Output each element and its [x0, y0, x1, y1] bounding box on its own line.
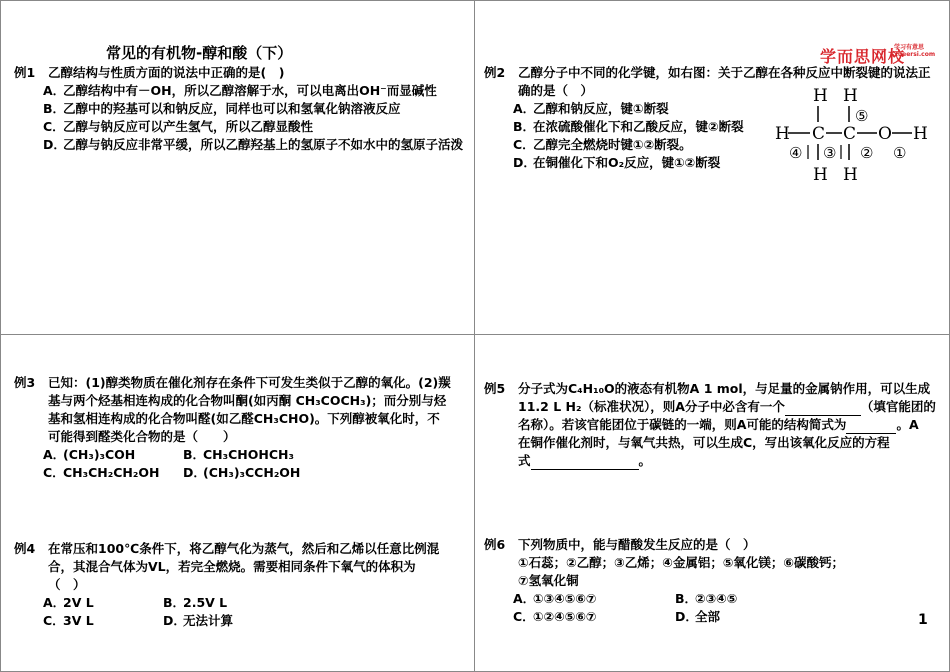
option-d: [43, 136, 464, 154]
atom-h-top-2: H: [843, 86, 858, 106]
bond-label-5: ⑤: [855, 107, 869, 125]
example-label: 例1: [14, 65, 36, 80]
item-list: ①石蕊；②乙醇；③乙烯；④金属铝；⑤氧化镁；⑥碳酸钙；: [518, 555, 845, 570]
question-stem: 可能得到醛类化合物的是（ ）: [48, 429, 236, 444]
question-stem: [518, 398, 939, 416]
option-text: 乙醇结构中有－OH，所以乙醇溶解于水，可以电离出OH⁻而显碱性: [63, 83, 437, 98]
option-a: [43, 594, 163, 612]
option-c: [513, 608, 675, 626]
example-label: 例5: [484, 381, 506, 396]
option-text: (CH₃)₃COH: [63, 447, 136, 462]
atom-h-bottom-1: H: [813, 165, 828, 185]
option-a: [513, 590, 675, 608]
option-c: [43, 118, 464, 136]
option-key: B．: [163, 595, 186, 610]
options-row: [43, 612, 464, 630]
question-stem: 在常压和100℃条件下，将乙醇气化为蒸气，然后和乙烯以任意比例混: [48, 541, 440, 556]
option-d: [183, 464, 300, 482]
bond-label-3: ③: [823, 144, 837, 162]
page-title: 常见的有机物-醇和酸（下）: [106, 44, 293, 62]
option-key: C．: [43, 465, 65, 480]
option-b: [163, 594, 227, 612]
options-row: [43, 464, 464, 482]
option-key: B．: [513, 119, 536, 134]
option-c: [43, 612, 163, 630]
option-text: 无法计算: [183, 613, 234, 628]
example-1: [14, 64, 464, 154]
example-label: 例2: [484, 65, 506, 80]
atom-c2: C: [843, 124, 857, 144]
ethanol-structure-diagram: [775, 86, 935, 186]
page-number: 1: [918, 612, 928, 628]
option-text: 2.5V L: [183, 595, 228, 610]
example-4: [14, 540, 464, 630]
brand-url: xueersi.com: [894, 51, 936, 58]
stem-text: 式: [518, 453, 531, 468]
option-d: [163, 612, 233, 630]
option-key: D．: [43, 137, 66, 152]
options-row: [43, 594, 464, 612]
example-6: [484, 536, 934, 626]
option-a: [43, 82, 464, 100]
question-stem: （ ）: [48, 577, 86, 592]
option-b: [43, 100, 464, 118]
option-text: 乙醇与钠反应非常平缓，所以乙醇羟基上的氢原子不如水中的氢原子活泼: [63, 137, 464, 152]
question-stem: 在铜作催化剂时，与氧气共热，可以生成C，写出该氧化反应的方程: [518, 435, 890, 450]
option-key: D．: [675, 609, 698, 624]
atom-h-bottom-2: H: [843, 165, 858, 185]
option-key: D．: [183, 465, 206, 480]
atom-h-top-1: H: [813, 86, 828, 106]
option-b: [675, 590, 737, 608]
option-key: C．: [43, 119, 65, 134]
horizontal-divider: [0, 334, 950, 335]
example-label: 例3: [14, 375, 36, 390]
answer-blank[interactable]: [531, 456, 639, 470]
option-text: 在浓硫酸催化下和乙酸反应，键②断裂: [533, 119, 744, 134]
example-5: [484, 380, 939, 470]
option-key: C．: [513, 137, 535, 152]
bond-label-1: ①: [893, 144, 907, 162]
question-stem: [518, 416, 939, 434]
option-text: 乙醇完全燃烧时键①②断裂。: [533, 137, 692, 152]
brand-subtitle: [894, 44, 935, 58]
stem-text: 名称）。若该官能团位于碳链的一端，则A可能的结构简式为: [518, 417, 847, 432]
atom-o: O: [878, 124, 892, 144]
answer-blank[interactable]: [785, 402, 861, 416]
option-key: A．: [43, 83, 66, 98]
example-3: [14, 374, 464, 482]
option-key: B．: [183, 447, 206, 462]
stem-text: 11.2 L H₂（标准状况），则A分子中必含有一个: [518, 399, 785, 414]
option-a: [43, 446, 183, 464]
option-text: CH₃CH₂CH₂OH: [63, 465, 160, 480]
question-stem: 基与两个烃基相连构成的化合物叫酮(如丙酮 CH₃COCH₃)；而分别与烃: [48, 393, 447, 408]
option-key: C．: [43, 613, 65, 628]
example-label: 例6: [484, 537, 506, 552]
stem-text: （填官能团的: [860, 399, 936, 414]
option-d: [675, 608, 720, 626]
option-key: D．: [513, 155, 536, 170]
option-text: 在铜催化下和O₂反应，键①②断裂: [533, 155, 721, 170]
option-text: 乙醇与钠反应可以产生氢气，所以乙醇显酸性: [63, 119, 314, 134]
option-key: A．: [43, 447, 66, 462]
question-stem: 基和氢相连构成的化合物叫醛(如乙醛CH₃CHO)。下列醇被氧化时，不: [48, 411, 440, 426]
options-row: [513, 590, 934, 608]
options-row: [43, 446, 464, 464]
options-row: [513, 608, 934, 626]
option-text: 2V L: [63, 595, 94, 610]
vertical-divider: [474, 0, 475, 672]
option-key: B．: [43, 101, 66, 116]
question-stem: 乙醇分子中不同的化学键，如右图：关于乙醇在各种反应中断裂键的说法正确的是（ ）: [518, 65, 931, 98]
question-stem: 下列物质中，能与醋酸发生反应的是（ ）: [518, 537, 756, 552]
question-stem: 已知：(1)醇类物质在催化剂存在条件下可发生类似于乙醇的氧化。(2)羰: [48, 375, 451, 390]
stem-text: 。: [638, 453, 652, 468]
option-text: ①③④⑤⑥⑦: [533, 591, 597, 606]
atom-h-right: H: [913, 124, 928, 144]
option-text: ②③④⑤: [695, 591, 738, 606]
option-text: (CH₃)₃CCH₂OH: [203, 465, 301, 480]
brand-name: 学而思网校: [820, 47, 906, 66]
option-key: A．: [43, 595, 66, 610]
bond-label-4: ④: [789, 144, 803, 162]
option-text: 乙醇中的羟基可以和钠反应，同样也可以和氢氧化钠溶液反应: [63, 101, 401, 116]
option-b: [183, 446, 294, 464]
option-key: C．: [513, 609, 535, 624]
question-stem: [518, 452, 939, 470]
option-c: [43, 464, 183, 482]
item-list: ⑦氢氧化铜: [518, 573, 579, 588]
atom-c1: C: [812, 124, 826, 144]
option-text: 3V L: [63, 613, 94, 628]
brand-slogan: 学习有意思: [894, 44, 925, 51]
atom-h-left: H: [775, 124, 790, 144]
option-text: ①②④⑤⑥⑦: [533, 609, 597, 624]
option-key: A．: [513, 101, 536, 116]
question-stem: 分子式为C₄H₁₀O的液态有机物A 1 mol，与足量的金属钠作用，可以生成: [518, 381, 931, 396]
stem-text: 。A: [896, 417, 919, 432]
option-text: 乙醇和钠反应，键①断裂: [533, 101, 669, 116]
bond-label-2: ②: [860, 144, 874, 162]
option-key: B．: [675, 591, 698, 606]
question-stem: 乙醇结构与性质方面的说法中正确的是( ): [48, 65, 285, 80]
answer-blank[interactable]: [846, 420, 896, 434]
question-stem: 合，其混合气体为VL，若完全燃烧。需要相同条件下氧气的体积为: [48, 559, 416, 574]
option-key: D．: [163, 613, 186, 628]
option-text: 全部: [695, 609, 721, 624]
example-label: 例4: [14, 541, 36, 556]
option-key: A．: [513, 591, 536, 606]
option-text: CH₃CHOHCH₃: [203, 447, 294, 462]
